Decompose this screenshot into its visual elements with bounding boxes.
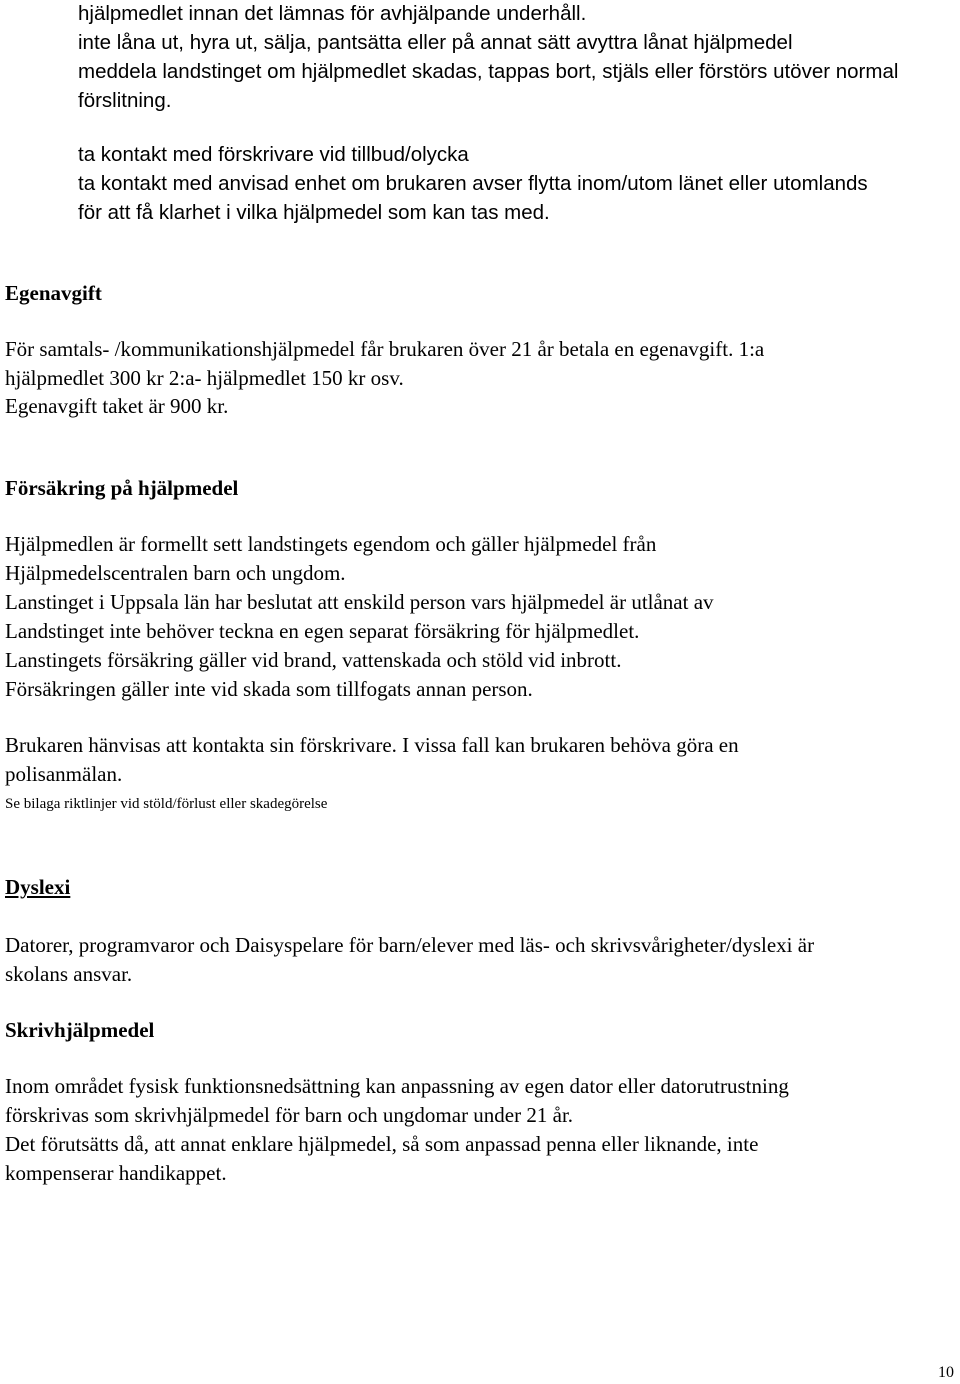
paragraph-line: kompenserar handikappet.	[5, 1161, 227, 1185]
list-item: meddela landstinget om hjälpmedlet skadas, tappas bort, stjäls eller förstörs utöver normal	[78, 60, 899, 83]
paragraph-line: Brukaren hänvisas att kontakta sin förskrivare. I vissa fall kan brukaren behöva göra en	[5, 733, 739, 757]
section-heading-dyslexi: Dyslexi	[5, 875, 71, 899]
section-heading-forsakring: Försäkring på hjälpmedel	[5, 476, 239, 500]
list-item: ta kontakt med anvisad enhet om brukaren avser flytta inom/utom länet eller utomlands	[78, 172, 868, 195]
list-item: inte låna ut, hyra ut, sälja, pantsätta eller på annat sätt avyttra lånat hjälpmedel	[78, 31, 793, 54]
paragraph-line: Lanstingets försäkring gäller vid brand, vattenskada och stöld vid inbrott.	[5, 648, 622, 672]
reference-note: Se bilaga riktlinjer vid stöld/förlust eller skadegörelse	[5, 796, 328, 812]
paragraph-line: Det förutsätts då, att annat enklare hjälpmedel, så som anpassad penna eller liknande, inte	[5, 1132, 759, 1156]
paragraph-line: polisanmälan.	[5, 762, 123, 786]
list-item-continuation: för att få klarhet i vilka hjälpmedel som kan tas med.	[78, 201, 550, 224]
paragraph-line: Hjälpmedelscentralen barn och ungdom.	[5, 561, 346, 585]
paragraph-line: Försäkringen gäller inte vid skada som tillfogats annan person.	[5, 677, 533, 701]
section-heading-skrivhjalpmedel: Skrivhjälpmedel	[5, 1018, 155, 1042]
list-item-continuation: förslitning.	[78, 89, 172, 112]
paragraph-line: Landstinget inte behöver teckna en egen separat försäkring för hjälpmedlet.	[5, 619, 640, 643]
list-item: ta kontakt med förskrivare vid tillbud/olycka	[78, 143, 469, 166]
paragraph-line: Datorer, programvaror och Daisyspelare för barn/elever med läs- och skrivsvårigheter/dyslexi är	[5, 933, 815, 957]
list-item: hjälpmedlet innan det lämnas för avhjälpande underhåll.	[78, 2, 587, 25]
paragraph-line: Inom området fysisk funktionsnedsättning kan anpassning av egen dator eller datorutrustning	[5, 1074, 789, 1098]
paragraph-line: Hjälpmedlen är formellt sett landstingets egendom och gäller hjälpmedel från	[5, 532, 657, 556]
paragraph-line: Lanstinget i Uppsala län har beslutat att enskild person vars hjälpmedel är utlånat av	[5, 590, 714, 614]
paragraph-line: Egenavgift taket är 900 kr.	[5, 394, 229, 418]
paragraph-line: hjälpmedlet 300 kr 2:a- hjälpmedlet 150 kr osv.	[5, 366, 404, 390]
paragraph-line: För samtals- /kommunikationshjälpmedel får brukaren över 21 år betala en egenavgift. 1:a	[5, 337, 765, 361]
paragraph-line: skolans ansvar.	[5, 962, 133, 986]
section-heading-egenavgift: Egenavgift	[5, 281, 102, 305]
page-number: 10	[938, 1364, 954, 1381]
paragraph-line: förskrivas som skrivhjälpmedel för barn och ungdomar under 21 år.	[5, 1103, 574, 1127]
